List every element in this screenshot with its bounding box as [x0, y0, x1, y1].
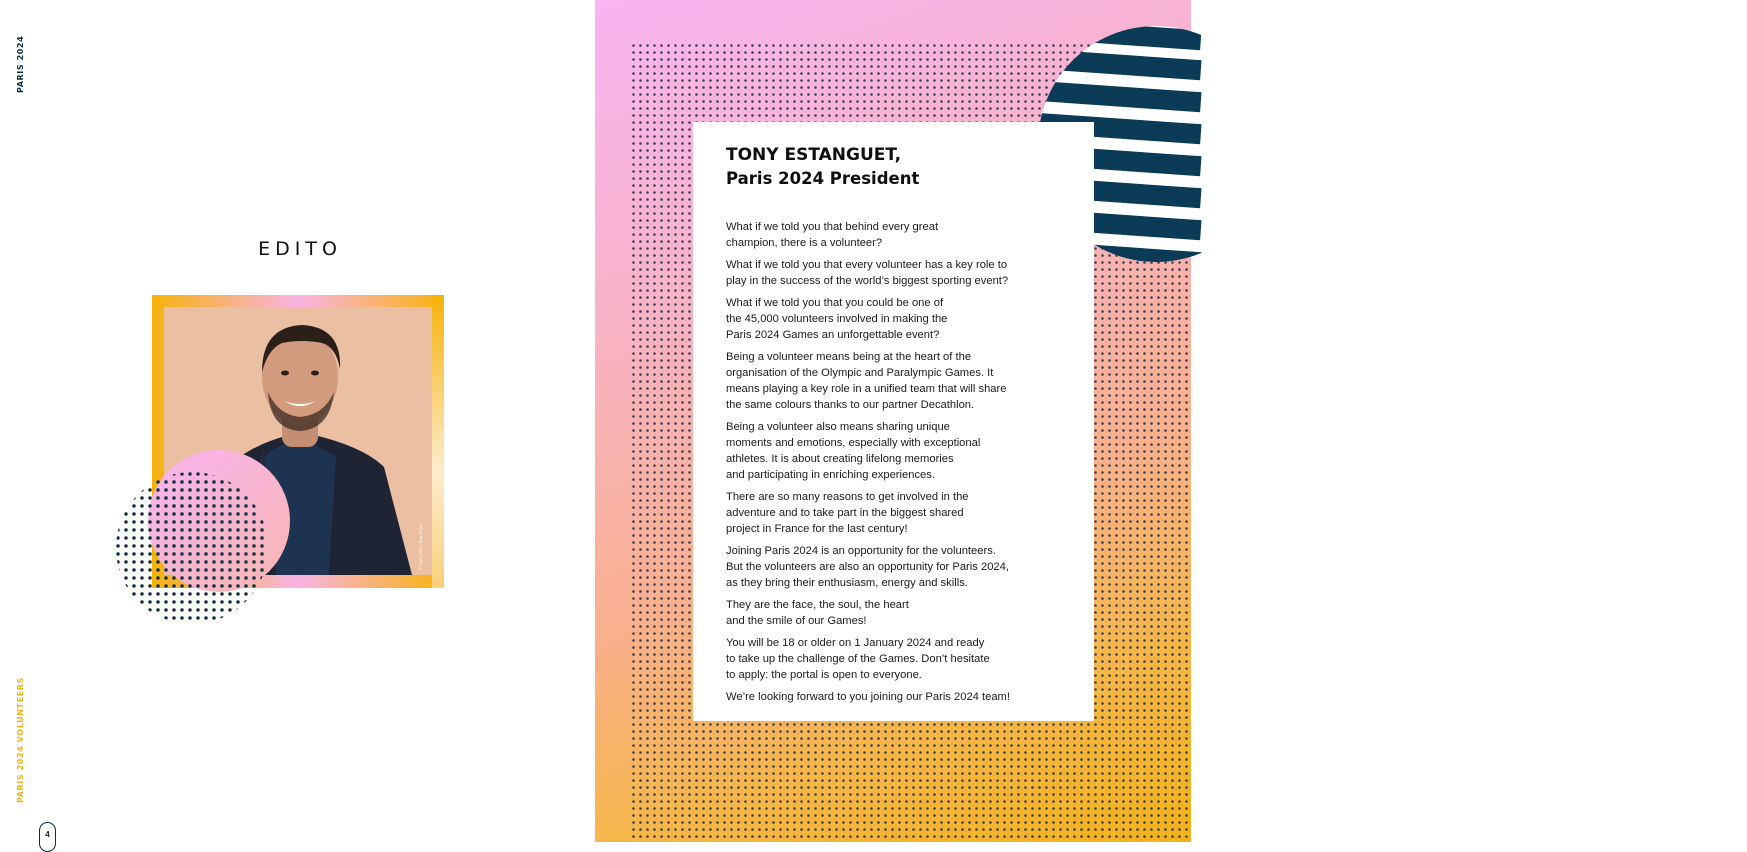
left-page [0, 0, 595, 842]
page-number-right: 5 [1737, 824, 1741, 831]
letter-card [693, 122, 1094, 721]
letter-paragraph: They are the face, the soul, the heart and the smile of our Games! [726, 599, 909, 627]
letter-paragraph: What if we told you that every volunteer has a key role to play in the success of the world’s biggest sporting event? [726, 259, 1009, 287]
letter-paragraph: What if we told you that you could be one of the 45,000 volunteers involved in making the Paris 2024 Games an unforgettable event? [726, 297, 948, 341]
letter-body [726, 219, 1036, 711]
running-header: PARIS 2024 [16, 35, 25, 93]
page-number-left: 4 [39, 822, 56, 852]
edito-title: EDITO [258, 238, 342, 260]
letter-paragraph: We’re looking forward to you joining our Paris 2024 team! [726, 691, 1010, 703]
letter-paragraph: Being a volunteer also means sharing unique moments and emotions, especially with exceptional athletes. It is about creating lifelong memories and participating in enriching experiences. [726, 421, 981, 481]
photo-credit: © Paris 2024 / Ruly Heiss [418, 524, 423, 570]
author-role: Paris 2024 President [726, 169, 920, 188]
letter-paragraph: Being a volunteer means being at the heart of the organisation of the Olympic and Paralympic Games. It means playing a key role in a unified team that will share the same colours thanks to our partner Decathlon. [726, 351, 1007, 411]
letter-paragraph: There are so many reasons to get involved in the adventure and to take part in the biggest shared project in France for the last century! [726, 491, 969, 535]
frame-edge [432, 295, 444, 588]
letter-paragraph: Joining Paris 2024 is an opportunity for the volunteers. But the volunteers are also an opportunity for Paris 2024, as they bring their enthusiasm, energy and skills. [726, 545, 1009, 589]
running-footer: PARIS 2024 VOLUNTEERS [16, 677, 25, 803]
letter-paragraph: You will be 18 or older on 1 January 2024 and ready to take up the challenge of the Games. Don’t hesitate to apply: the portal is open to everyone. [726, 637, 990, 681]
author-name: TONY ESTANGUET, [726, 145, 902, 165]
decorative-dot-circle [114, 470, 270, 626]
letter-heading [726, 144, 919, 190]
letter-paragraph: What if we told you that behind every great champion, there is a volunteer? [726, 221, 939, 249]
